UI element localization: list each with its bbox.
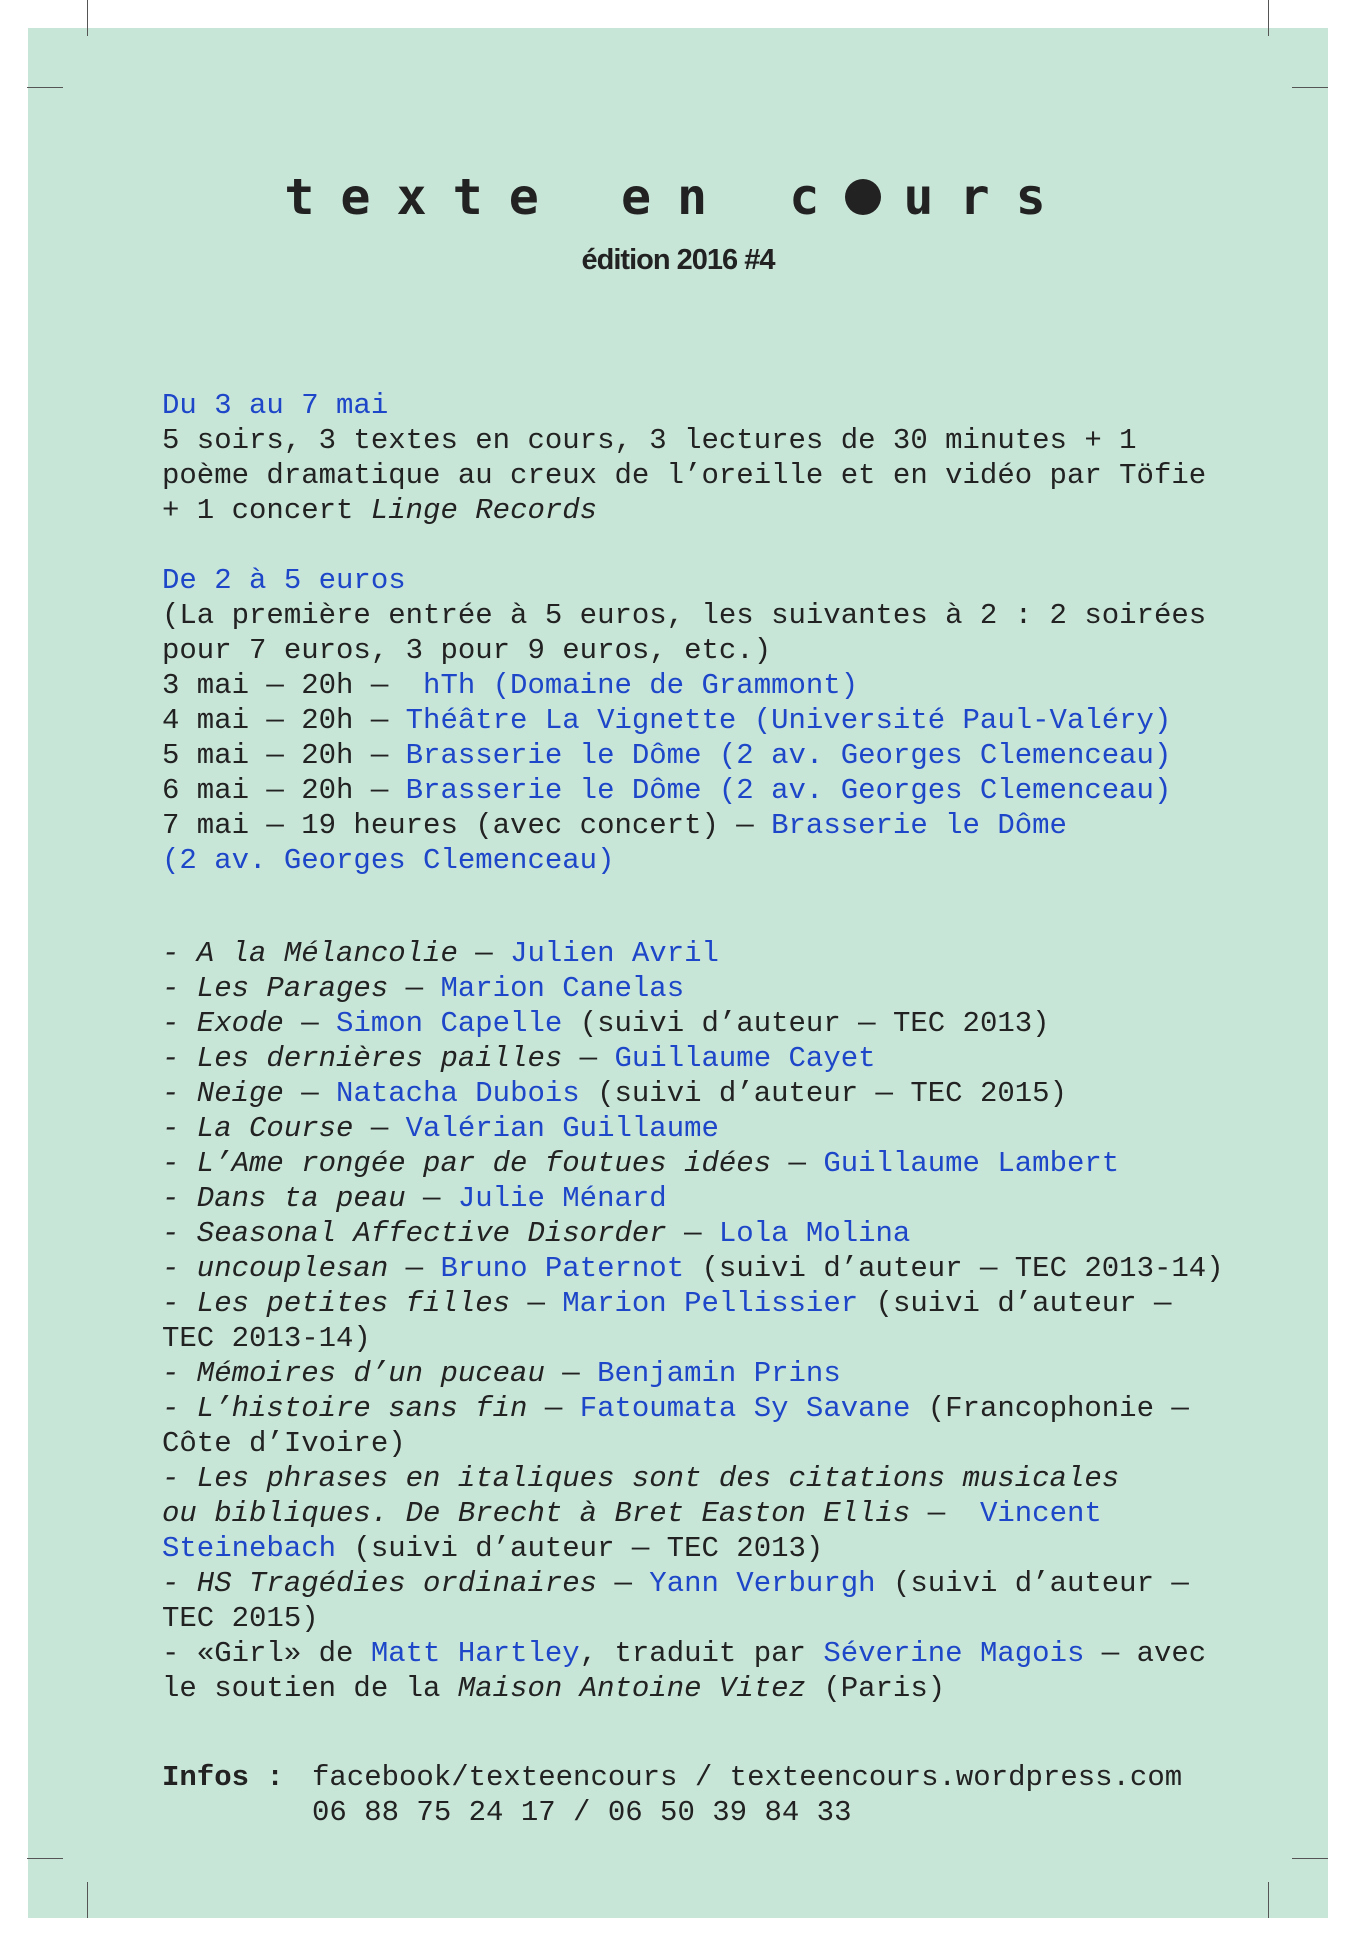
crop-mark	[87, 1882, 88, 1918]
work-row	[162, 1076, 1282, 1111]
work-separator: —	[544, 1357, 598, 1390]
author-link[interactable]: Guillaume Cayet	[614, 1042, 876, 1075]
work-title: - La Course	[162, 1112, 354, 1145]
maison-antoine-vitez: Maison Antoine Vitez	[457, 1672, 806, 1705]
schedule-row	[162, 843, 1282, 878]
crop-mark	[27, 1858, 63, 1859]
author-link[interactable]: Simon Capelle	[336, 1007, 563, 1040]
author-link[interactable]: Marion Canelas	[440, 972, 685, 1005]
schedule-list	[162, 668, 1282, 878]
work-title: - Dans ta peau	[162, 1182, 406, 1215]
work-row	[162, 1566, 1282, 1601]
work-separator: —	[283, 1077, 337, 1110]
title-part-2: urs	[903, 168, 1072, 226]
schedule-date: 7 mai — 19 heures (avec concert) —	[162, 809, 772, 842]
prices-line: (La première entrée à 5 euros, les suivantes à 2 : 2 soirées	[162, 599, 1207, 632]
work-note: TEC 2013-14)	[162, 1322, 371, 1355]
work-separator: —	[388, 1252, 441, 1285]
linge-records: Linge Records	[370, 494, 598, 527]
work-separator: —	[353, 1112, 406, 1145]
work-separator: —	[405, 1182, 458, 1215]
author-link[interactable]: Matt Hartley	[370, 1637, 580, 1670]
work-row	[162, 1531, 1282, 1566]
author-link[interactable]: Bruno Paternot	[440, 1252, 685, 1285]
work-separator: —	[562, 1042, 615, 1075]
work-title: - Les petites filles	[162, 1287, 511, 1320]
schedule-row	[162, 773, 1282, 808]
author-link[interactable]: Valérian Guillaume	[405, 1112, 719, 1145]
work-row	[162, 1041, 1282, 1076]
works-list	[162, 936, 1282, 1636]
schedule-date: 6 mai — 20h —	[162, 774, 406, 807]
author-link[interactable]: Yann Verburgh	[649, 1567, 876, 1600]
work-note: TEC 2015)	[162, 1602, 319, 1635]
work-separator: —	[283, 1007, 337, 1040]
work-row	[162, 971, 1282, 1006]
infos-web[interactable]: facebook/texteencours / texteencours.wordpress.com	[312, 1761, 1183, 1794]
work-row	[162, 1601, 1282, 1636]
work-separator: —	[527, 1392, 580, 1425]
author-link[interactable]: Guillaume Lambert	[823, 1147, 1120, 1180]
author-link[interactable]: Marion Pellissier	[562, 1287, 859, 1320]
work-title: - uncouplesan	[162, 1252, 389, 1285]
poster-body	[162, 388, 1282, 1830]
work-separator: —	[666, 1217, 719, 1250]
venue-link[interactable]: hTh (Domaine de Grammont)	[423, 669, 859, 702]
work-row	[162, 1321, 1282, 1356]
title-part-1: texte en c	[284, 168, 846, 226]
infos-phones: 06 88 75 24 17 / 06 50 39 84 33	[312, 1796, 852, 1829]
work-title: - Les Parages	[162, 972, 389, 1005]
work-row	[162, 1391, 1282, 1426]
work-note: (suivi d’auteur —	[875, 1567, 1189, 1600]
dot-logo-icon	[845, 179, 881, 215]
work-note: (suivi d’auteur — TEC 2013)	[336, 1532, 824, 1565]
author-link[interactable]: Fatoumata Sy Savane	[579, 1392, 911, 1425]
girl-line: - «Girl» de Matt Hartley, traduit par Séverine Magois — avec	[162, 1637, 1207, 1670]
work-title: - Les dernières pailles	[162, 1042, 563, 1075]
author-link[interactable]: Benjamin Prins	[597, 1357, 841, 1390]
venue-link[interactable]: Brasserie le Dôme (2 av. Georges Clemenceau)	[405, 774, 1172, 807]
edition-subtitle: édition 2016 #4	[581, 244, 775, 276]
crop-mark	[27, 87, 63, 88]
schedule-row	[162, 738, 1282, 773]
dates-heading: Du 3 au 7 mai	[162, 389, 389, 422]
infos-label: Infos :	[162, 1761, 284, 1794]
work-row	[162, 1356, 1282, 1391]
dates-line: + 1 concert Linge Records	[162, 494, 598, 527]
crop-mark	[87, 0, 88, 36]
infos-block	[162, 1760, 1282, 1830]
work-note: (suivi d’auteur — TEC 2013-14)	[684, 1252, 1224, 1285]
crop-mark	[1292, 87, 1328, 88]
work-note: (Francophonie —	[910, 1392, 1189, 1425]
work-separator: —	[597, 1567, 650, 1600]
work-separator: —	[457, 937, 511, 970]
crop-mark	[1268, 1882, 1269, 1918]
schedule-row	[162, 703, 1282, 738]
work-title: - HS Tragédies ordinaires	[162, 1567, 598, 1600]
dates-line: 5 soirs, 3 textes en cours, 3 lectures de 30 minutes + 1	[162, 424, 1137, 457]
work-note: Côte d’Ivoire)	[162, 1427, 406, 1460]
work-separator: —	[510, 1287, 563, 1320]
work-row	[162, 936, 1282, 971]
work-separator: —	[771, 1147, 824, 1180]
author-link[interactable]: Julie Ménard	[457, 1182, 667, 1215]
work-title: - A la Mélancolie	[162, 937, 458, 970]
crop-mark	[1268, 0, 1269, 36]
work-row	[162, 1286, 1282, 1321]
work-title: - Exode	[162, 1007, 284, 1040]
schedule-row	[162, 668, 1282, 703]
work-row	[162, 1006, 1282, 1041]
work-row	[162, 1251, 1282, 1286]
work-title: - L’histoire sans fin	[162, 1392, 528, 1425]
work-title: - Neige	[162, 1077, 284, 1110]
work-title: - Seasonal Affective Disorder	[162, 1217, 667, 1250]
work-note: (suivi d’auteur — TEC 2015)	[579, 1077, 1067, 1110]
work-row	[162, 1111, 1282, 1146]
author-link[interactable]: Natacha Dubois	[336, 1077, 580, 1110]
author-link[interactable]: Steinebach	[162, 1532, 337, 1565]
venue-link[interactable]: (2 av. Georges Clemenceau)	[162, 844, 615, 877]
work-title: - Les phrases en italiques sont des citations musicales	[162, 1462, 1120, 1495]
venue-link[interactable]: Théâtre La Vignette (Université Paul-Valéry)	[405, 704, 1172, 737]
author-link[interactable]: Lola Molina	[718, 1217, 911, 1250]
venue-link[interactable]: Brasserie le Dôme (2 av. Georges Clemenceau)	[405, 739, 1172, 772]
translator-link[interactable]: Séverine Magois	[823, 1637, 1085, 1670]
schedule-row	[162, 808, 1282, 843]
venue-link[interactable]: Brasserie le Dôme	[771, 809, 1067, 842]
work-row	[162, 1496, 1282, 1531]
work-title: - L’Ame rongée par de foutues idées	[162, 1147, 772, 1180]
poster-title	[28, 168, 1328, 226]
schedule-date: 5 mai — 20h —	[162, 739, 406, 772]
schedule-date: 3 mai — 20h —	[162, 669, 424, 702]
work-row	[162, 1146, 1282, 1181]
work-note: (suivi d’auteur —	[858, 1287, 1172, 1320]
author-link[interactable]: Julien Avril	[510, 937, 719, 970]
author-link[interactable]: Vincent	[979, 1497, 1102, 1530]
work-row	[162, 1461, 1282, 1496]
work-title: ou bibliques. De Brecht à Bret Easton Ellis	[162, 1497, 911, 1530]
work-row	[162, 1426, 1282, 1461]
schedule-date: 4 mai — 20h —	[162, 704, 406, 737]
work-title: - Mémoires d’un puceau	[162, 1357, 545, 1390]
dates-line: poème dramatique au creux de l’oreille et en vidéo par Töfie	[162, 459, 1207, 492]
prices-line: pour 7 euros, 3 pour 9 euros, etc.)	[162, 634, 772, 667]
girl-line: le soutien de la Maison Antoine Vitez (Paris)	[162, 1672, 946, 1705]
poster	[28, 28, 1328, 1918]
crop-mark	[1292, 1858, 1328, 1859]
prices-heading: De 2 à 5 euros	[162, 564, 406, 597]
work-note: (suivi d’auteur — TEC 2013)	[562, 1007, 1050, 1040]
work-separator: —	[388, 972, 441, 1005]
work-row	[162, 1216, 1282, 1251]
work-separator: —	[910, 1497, 980, 1530]
work-row	[162, 1181, 1282, 1216]
